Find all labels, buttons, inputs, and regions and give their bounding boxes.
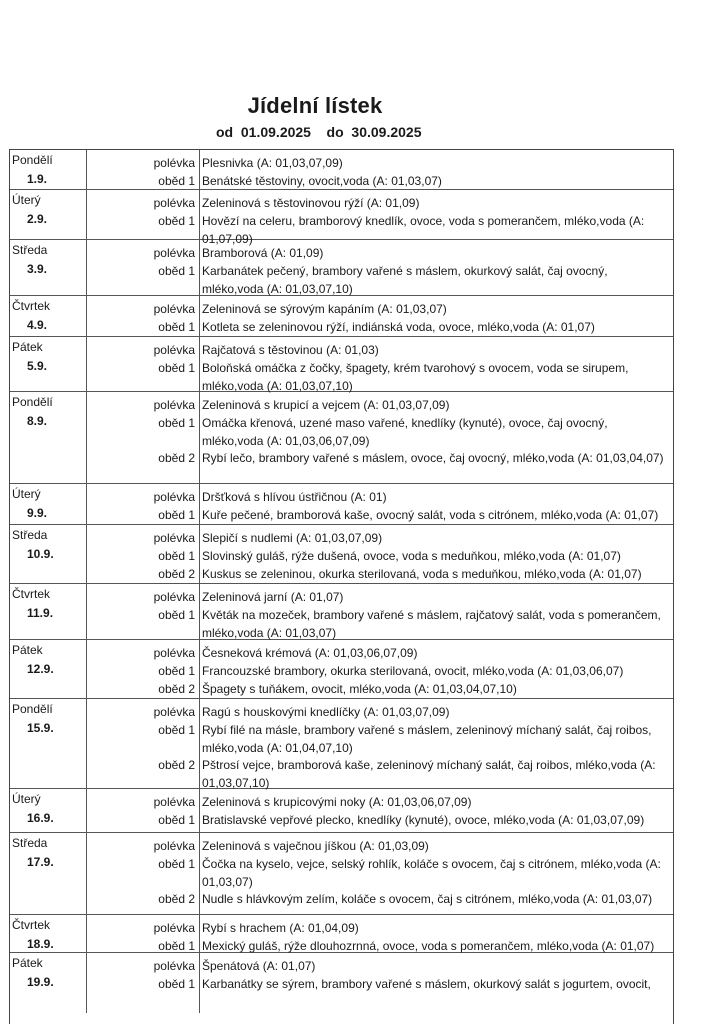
day-cell [10, 915, 87, 952]
meal-description: Hovězí na celeru, bramborový knedlík, ovoce, voda s pomerančem, mléko,voda (A: 01,07,09) [202, 214, 645, 246]
day-name: Středa [12, 243, 48, 257]
day-name: Úterý [12, 193, 41, 207]
day-block [10, 584, 673, 640]
day-name: Pátek [12, 643, 43, 657]
meal-description: Nudle s hlávkovým zelím, koláče s ovocem, čaj s citrónem, mléko,voda (A: 01,03,07) [202, 892, 653, 906]
meal-type: polévka [153, 590, 195, 604]
meal-type: oběd 1 [158, 664, 195, 678]
day-date: 11.9. [27, 606, 54, 620]
date-range [216, 124, 422, 140]
meal-type-cell [87, 789, 200, 832]
meal-type: oběd 1 [158, 416, 195, 430]
meal-type-cell [87, 584, 200, 639]
from-date: 01.09.2025 [240, 124, 311, 140]
day-date: 16.9. [27, 811, 54, 825]
day-date: 17.9. [27, 855, 54, 869]
meal-type: oběd 1 [158, 608, 195, 622]
meal-description: Zeleninová jarní (A: 01,07) [202, 590, 344, 604]
meal-description: Zeleninová s krupicí a vejcem (A: 01,03,07,09) [202, 398, 450, 412]
meal-description: Květák na mozeček, brambory vařené s máslem, rajčatový salát, voda s pomerančem, mléko,voda (A: 01,03,07) [202, 608, 661, 640]
meal-description: Špenátová (A: 01,07) [202, 959, 316, 973]
meal-type: oběd 1 [158, 361, 195, 375]
day-block [10, 525, 673, 584]
day-name: Středa [12, 836, 48, 850]
meal-type: oběd 1 [158, 813, 195, 827]
day-block [10, 240, 673, 296]
day-cell [10, 789, 87, 832]
meal-type: polévka [153, 531, 195, 545]
meal-description: Zeleninová s těstovinovou rýží (A: 01,09) [202, 196, 420, 210]
day-cell [10, 337, 87, 391]
day-block [10, 392, 673, 484]
meal-description: Ragú s houskovými knedlíčky (A: 01,03,07,09) [202, 705, 450, 719]
meal-type-cell [87, 833, 200, 914]
day-date: 3.9. [27, 262, 48, 276]
day-name: Pátek [12, 956, 43, 970]
meal-description: Zeleninová s krupicovými noky (A: 01,03,06,07,09) [202, 795, 472, 809]
day-name: Úterý [12, 487, 41, 501]
meal-type: oběd 1 [158, 508, 195, 522]
meal-description: Slepičí s nudlemi (A: 01,03,07,09) [202, 531, 383, 545]
meal-description: Bramborová (A: 01,09) [202, 246, 324, 260]
menu-title: Jídelní lístek [247, 93, 383, 118]
meal-type: polévka [153, 302, 195, 316]
meal-type: polévka [153, 959, 195, 973]
meal-type-cell [87, 915, 200, 952]
meal-type: polévka [153, 839, 195, 853]
day-block [10, 150, 673, 190]
meal-description: Rajčatová s těstovinou (A: 01,03) [202, 343, 379, 357]
day-name: Úterý [12, 792, 41, 806]
meal-description: Bratislavské vepřové plecko, knedlíky (kynuté), ovoce, mléko,voda (A: 01,03,07,09) [202, 813, 645, 827]
day-block [10, 190, 673, 246]
meal-type-cell [87, 640, 200, 698]
meal-type: oběd 1 [158, 214, 195, 228]
meal-type: oběd 2 [158, 682, 195, 696]
day-block [10, 484, 673, 525]
day-cell [10, 833, 87, 914]
day-cell [10, 240, 87, 295]
meal-type: polévka [153, 646, 195, 660]
meal-type: polévka [153, 490, 195, 504]
meal-description: Boloňská omáčka z čočky, špagety, krém tvarohový s ovocem, voda se sirupem, mléko,voda (A: 01,03,07,10) [202, 361, 629, 393]
meal-description: Omáčka křenová, uzené maso vařené, knedlíky (kynuté), ovoce, čaj ovocný, mléko,voda (A: 01,03,06,07,09) [202, 416, 608, 448]
meal-type: oběd 1 [158, 723, 195, 737]
meal-type-cell [87, 240, 200, 295]
meal-description: Čočka na kyselo, vejce, selský rohlík, koláče s ovocem, čaj s citrónem, mléko,voda (A: 01,03,07) [202, 857, 661, 889]
day-date: 9.9. [27, 506, 48, 520]
meal-description: Kotleta se zeleninovou rýží, indiánská voda, ovoce, mléko,voda (A: 01,07) [202, 320, 595, 334]
day-block [10, 833, 673, 915]
meal-description: Slovinský guláš, rýže dušená, ovoce, voda s meduňkou, mléko,voda (A: 01,07) [202, 549, 621, 563]
day-block [10, 953, 673, 1013]
meal-description: Benátské těstoviny, ovocit,voda (A: 01,03,07) [202, 174, 442, 188]
meal-description: Špagety s tuňákem, ovocit, mléko,voda (A: 01,03,04,07,10) [202, 682, 517, 696]
meal-type: polévka [153, 921, 195, 935]
meal-description: Francouzské brambory, okurka sterilovaná, ovocit, mléko,voda (A: 01,03,06,07) [202, 664, 624, 678]
day-cell [10, 584, 87, 639]
day-date: 2.9. [27, 212, 48, 226]
day-cell [10, 953, 87, 1013]
meal-type: oběd 1 [158, 320, 195, 334]
meal-type-cell [87, 190, 200, 239]
meal-description: Zeleninová s vaječnou jíškou (A: 01,03,09) [202, 839, 429, 853]
meal-description: Kuře pečené, bramborová kaše, ovocný salát, voda s citrónem, mléko,voda (A: 01,07) [202, 508, 659, 522]
day-cell [10, 392, 87, 483]
day-date: 1.9. [27, 172, 48, 186]
meal-description: Zeleninová se sýrovým kapáním (A: 01,03,07) [202, 302, 447, 316]
day-name: Čtvrtek [12, 918, 51, 932]
meal-type: polévka [153, 196, 195, 210]
meal-description: Rybí s hrachem (A: 01,04,09) [202, 921, 359, 935]
day-cell [10, 296, 87, 336]
meal-type-cell [87, 150, 200, 189]
day-cell [10, 484, 87, 524]
meal-type-cell [87, 392, 200, 483]
day-block [10, 699, 673, 789]
meal-type: polévka [153, 246, 195, 260]
meal-type: polévka [153, 398, 195, 412]
day-block [10, 640, 673, 699]
meal-type: oběd 1 [158, 549, 195, 563]
meal-description: Pštrosí vejce, bramborová kaše, zeleninový míchaný salát, čaj roibos, mléko,voda (A: 01,03,07,10) [202, 758, 656, 790]
meal-type: oběd 2 [158, 451, 195, 465]
day-block [10, 296, 673, 337]
meal-description: Kuskus se zeleninou, okurka sterilovaná, voda s meduňkou, mléko,voda (A: 01,07) [202, 567, 642, 581]
day-date: 15.9. [27, 721, 54, 735]
menu-table [9, 149, 674, 1024]
day-name: Čtvrtek [12, 299, 51, 313]
to-label: do [326, 124, 344, 140]
day-cell [10, 640, 87, 698]
day-date: 10.9. [27, 547, 54, 561]
day-date: 19.9. [27, 975, 54, 989]
meal-description: Dršťková s hlívou ústřičnou (A: 01) [202, 490, 387, 504]
meal-type: oběd 1 [158, 174, 195, 188]
meal-type-cell [87, 337, 200, 391]
meal-type-cell [87, 484, 200, 524]
meal-description: Česneková krémová (A: 01,03,06,07,09) [202, 646, 418, 660]
meal-description: Rybí lečo, brambory vařené s máslem, ovoce, čaj ovocný, mléko,voda (A: 01,03,04,07) [202, 451, 664, 465]
meal-type: polévka [153, 705, 195, 719]
day-date: 4.9. [27, 318, 48, 332]
meal-description: Rybí filé na másle, brambory vařené s máslem, zeleninový míchaný salát, čaj roibos, mléko,voda (A: 01,04,07,10) [202, 723, 652, 755]
meal-type: oběd 1 [158, 264, 195, 278]
meal-description: Plesnivka (A: 01,03,07,09) [202, 156, 343, 170]
meal-type: oběd 1 [158, 977, 195, 991]
day-block [10, 789, 673, 833]
meal-type: oběd 1 [158, 939, 195, 953]
day-name: Čtvrtek [12, 587, 51, 601]
meal-type: oběd 2 [158, 892, 195, 906]
day-date: 5.9. [27, 359, 48, 373]
meal-description: Mexický guláš, rýže dlouhozrnná, ovoce, voda s pomerančem, mléko,voda (A: 01,07) [202, 939, 655, 953]
meal-type: polévka [153, 343, 195, 357]
day-cell [10, 525, 87, 583]
day-block [10, 915, 673, 953]
to-date: 30.09.2025 [351, 124, 422, 140]
meal-type: oběd 1 [158, 857, 195, 871]
meal-type-cell [87, 953, 200, 1013]
from-label: od [216, 124, 234, 140]
meal-type: polévka [153, 156, 195, 170]
meal-type-cell [87, 296, 200, 336]
day-name: Pondělí [12, 153, 53, 167]
meal-description: Karbanátek pečený, brambory vařené s máslem, okurkový salát, čaj ovocný, mléko,voda (A: 01,03,07,10) [202, 264, 608, 296]
day-name: Pátek [12, 340, 43, 354]
day-cell [10, 150, 87, 189]
meal-type-cell [87, 525, 200, 583]
meal-description: Karbanátky se sýrem, brambory vařené s máslem, okurkový salát s jogurtem, ovocit, [202, 977, 651, 991]
meal-type: oběd 2 [158, 567, 195, 581]
day-date: 8.9. [27, 414, 48, 428]
meal-type-cell [87, 699, 200, 788]
meal-type: oběd 2 [158, 758, 195, 772]
day-name: Pondělí [12, 702, 53, 716]
day-date: 12.9. [27, 662, 54, 676]
day-cell [10, 699, 87, 788]
meal-type: polévka [153, 795, 195, 809]
day-date: 18.9. [27, 937, 54, 951]
day-cell [10, 190, 87, 239]
day-name: Středa [12, 528, 48, 542]
day-name: Pondělí [12, 395, 53, 409]
day-block [10, 337, 673, 392]
